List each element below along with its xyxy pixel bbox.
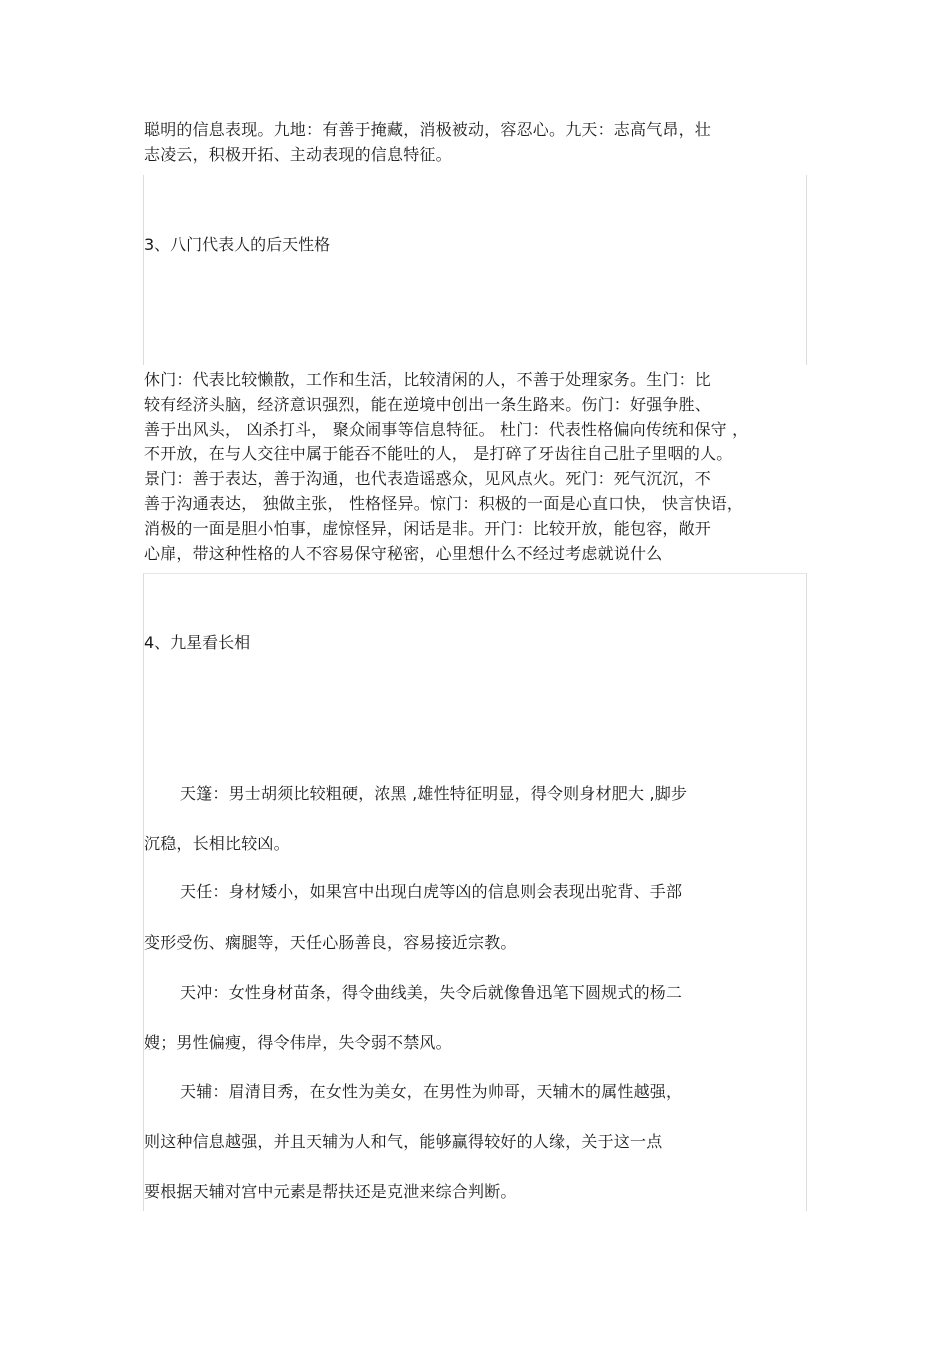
section4-para-2: 沉稳，长相比较凶。 — [144, 834, 290, 853]
section3-heading: 3、八门代表人的后天性格 — [144, 235, 331, 254]
section4-para-5: 天冲：女性身材苗条，得令曲线美，失令后就像鲁迅笔下圆规式的杨二 — [180, 983, 683, 1002]
section4-para-3: 天任：身材矮小，如果宫中出现白虎等凶的信息则会表现出驼背、手部 — [180, 882, 683, 901]
section3-line-8: 心扉，带这种性格的人不容易保守秘密，心里想什么不经过考虑就说什么 — [144, 544, 663, 563]
section4-para-8: 则这种信息越强，并且天辅为人和气，能够赢得较好的人缘，关于这一点 — [144, 1132, 663, 1151]
section4-para-9: 要根据天辅对宫中元素是帮扶还是克泄来综合判断。 — [144, 1182, 517, 1201]
section4-para-6: 嫂；男性偏瘦，得令伟岸，失令弱不禁风。 — [144, 1033, 452, 1052]
section3-line-4: 不开放，在与人交往中属于能吞不能吐的人， 是打碎了牙齿往自己肚子里咽的人。 — [144, 444, 733, 463]
section3-line-2: 较有经济头脑，经济意识强烈，能在逆境中创出一条生路来。伤门：好强争胜、 — [144, 395, 712, 414]
section3-line-1: 休门：代表比较懒散，工作和生活，比较清闲的人，不善于处理家务。生门：比 — [144, 370, 712, 389]
section4-para-1: 天篷：男士胡须比较粗硬，浓黑 ,雄性特征明显，得令则身材肥大 ,脚步 — [180, 784, 688, 803]
section3-line-7: 消极的一面是胆小怕事，虚惊怪异，闲话是非。开门：比较开放，能包容，敞开 — [144, 519, 712, 538]
intro-line-1: 聪明的信息表现。九地：有善于掩藏，消极被动，容忍心。九天：志高气昂，壮 — [144, 120, 712, 139]
section3-line-5: 景门：善于表达，善于沟通，也代表造谣惑众，见风点火。死门：死气沉沉，不 — [144, 469, 712, 488]
intro-line-2: 志凌云，积极开拓、主动表现的信息特征。 — [144, 145, 452, 164]
section4-heading: 4、九星看长相 — [144, 633, 251, 652]
section3-frame — [143, 175, 807, 365]
section3-line-3: 善于出风头， 凶杀打斗， 聚众闹事等信息特征。 杜门：代表性格偏向传统和保守 ， — [144, 420, 749, 439]
section3-line-6: 善于沟通表达， 独做主张， 性格怪异。惊门：积极的一面是心直口快， 快言快语， — [144, 494, 744, 513]
section4-para-4: 变形受伤、瘸腿等，天任心肠善良，容易接近宗教。 — [144, 933, 517, 952]
section4-para-7: 天辅：眉清目秀，在女性为美女，在男性为帅哥，天辅木的属性越强， — [180, 1082, 683, 1101]
